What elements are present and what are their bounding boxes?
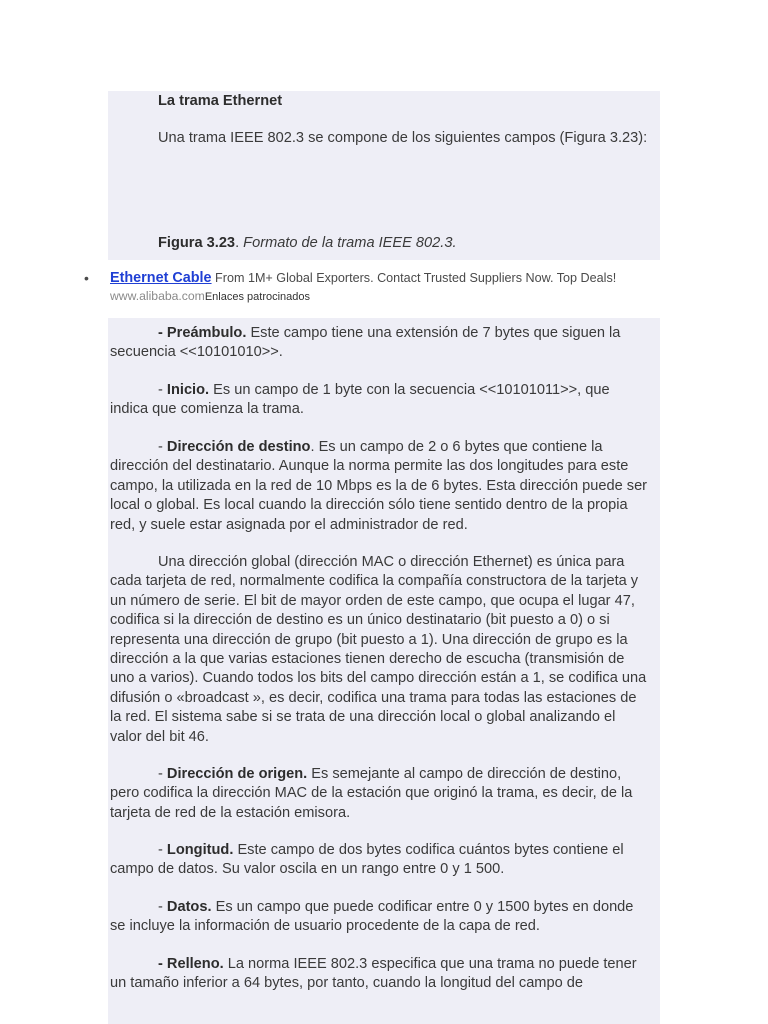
ad-description: From 1M+ Global Exporters. Contact Trusted Suppliers Now. Top Deals! — [211, 271, 617, 285]
figure-caption-text: Formato de la trama IEEE 802.3. — [243, 235, 457, 251]
field-name: Dirección de origen. — [166, 766, 308, 782]
field-direccion-destino: - Dirección de destino. Es un campo de 2 o 6 bytes que contiene la dirección del destinatario. Aunque la norma permite las dos longitudes para este campo, la utilizada en la red de 10 Mbps es la de 6 bytes. Esta dirección puede ser local o global. Es local cuando la dirección sólo tiene sentido dentro de la propia red, y suele estar asignada por el administrador de red. — [110, 439, 648, 533]
fields-block — [108, 318, 660, 1024]
field-name: - Preámbulo. — [158, 325, 247, 341]
field-text: . Es un campo de 2 o 6 bytes que contiene la dirección del destinatario. Aunque la norma permite las dos longitudes para este campo, la utilizada en la red de 10 Mbps es la de 6 bytes. Esta dirección puede ser local o global. Es local cuando la dirección sólo tiene sentido dentro de la propia red, y suele estar asignada por el administrador de red. — [110, 439, 648, 533]
figure-separator: . — [235, 235, 244, 251]
field-text: Una dirección global (dirección MAC o dirección Ethernet) es única para cada tarjeta de red, normalmente codifica la compañía constructora de la tarjeta y un número de serie. El bit de mayor orden de este campo, que ocupa el lugar 47, codifica si la dirección de destino es un único destinatario (bit puesto a 0) o si representa una dirección de grupo (bit puesto a 1). Una dirección de grupo es la dirección a la que varias estaciones tienen derecho de escucha (transmisión de uno a varios). Cuando todos los bits del campo dirección están a 1, se codifica una difusión o «broadcast », es decir, codifica una trama para todas las estaciones de la red. El sistema sabe si se trata de una dirección local o global analizando el valor del bit 46. — [110, 554, 647, 745]
field-name: Datos. — [166, 899, 212, 915]
section-header-block — [108, 91, 660, 260]
sponsored-links-label[interactable]: Enlaces patrocinados — [204, 291, 311, 303]
paragraph-direccion-global — [110, 553, 650, 747]
bullet-icon: • — [84, 270, 89, 286]
ad-url[interactable]: www.alibaba.com — [110, 289, 205, 303]
field-relleno — [110, 955, 650, 994]
section-heading: La trama Ethernet — [158, 93, 283, 109]
field-longitud: - Longitud. Este campo de dos bytes codifica cuántos bytes contiene el campo de datos. Su valor oscila en un rango entre 0 y 1 500. — [110, 842, 624, 878]
field-text: Es semejante al campo de dirección de destino, pero codifica la dirección MAC de la estación que originó la trama, es decir, de la tarjeta de red de la estación emisora. — [110, 766, 633, 821]
field-name: Dirección de destino — [166, 439, 311, 455]
intro-paragraph: Una trama IEEE 802.3 se compone de los siguientes campos (Figura 3.23): — [158, 130, 648, 146]
field-name: Inicio. — [166, 382, 210, 398]
field-text: Es un campo que puede codificar entre 0 y 1500 bytes en donde se incluye la información de usuario procedente de la capa de red. — [110, 899, 634, 935]
ad-link[interactable]: Ethernet Cable — [110, 270, 212, 286]
field-preambulo — [110, 324, 650, 363]
field-datos: - Datos. Es un campo que puede codificar entre 0 y 1500 bytes en donde se incluye la información de usuario procedente de la capa de red. — [110, 899, 634, 935]
field-text: Este campo de dos bytes codifica cuántos bytes contiene el campo de datos. Su valor oscila en un rango entre 0 y 1 500. — [110, 842, 624, 878]
figure-label: Figura 3.23 — [158, 235, 236, 251]
field-text: Es un campo de 1 byte con la secuencia <<10101011>>, que indica que comienza la trama. — [110, 382, 610, 418]
field-name: Longitud. — [166, 842, 234, 858]
field-text: La norma IEEE 802.3 especifica que una trama no puede tener un tamaño inferior a 64 bytes, por tanto, cuando la longitud del campo de — [110, 956, 637, 992]
field-inicio: - Inicio. Es un campo de 1 byte con la secuencia <<10101011>>, que indica que comienza la trama. — [110, 382, 610, 418]
figure-caption — [158, 234, 457, 253]
field-direccion-origen: - Dirección de origen. Es semejante al campo de dirección de destino, pero codifica la dirección MAC de la estación que originó la trama, es decir, de la tarjeta de red de la estación emisora. — [110, 766, 633, 821]
field-name: - Relleno. — [158, 956, 224, 972]
field-text: Este campo tiene una extensión de 7 bytes que siguen la secuencia <<10101010>>. — [110, 325, 621, 361]
